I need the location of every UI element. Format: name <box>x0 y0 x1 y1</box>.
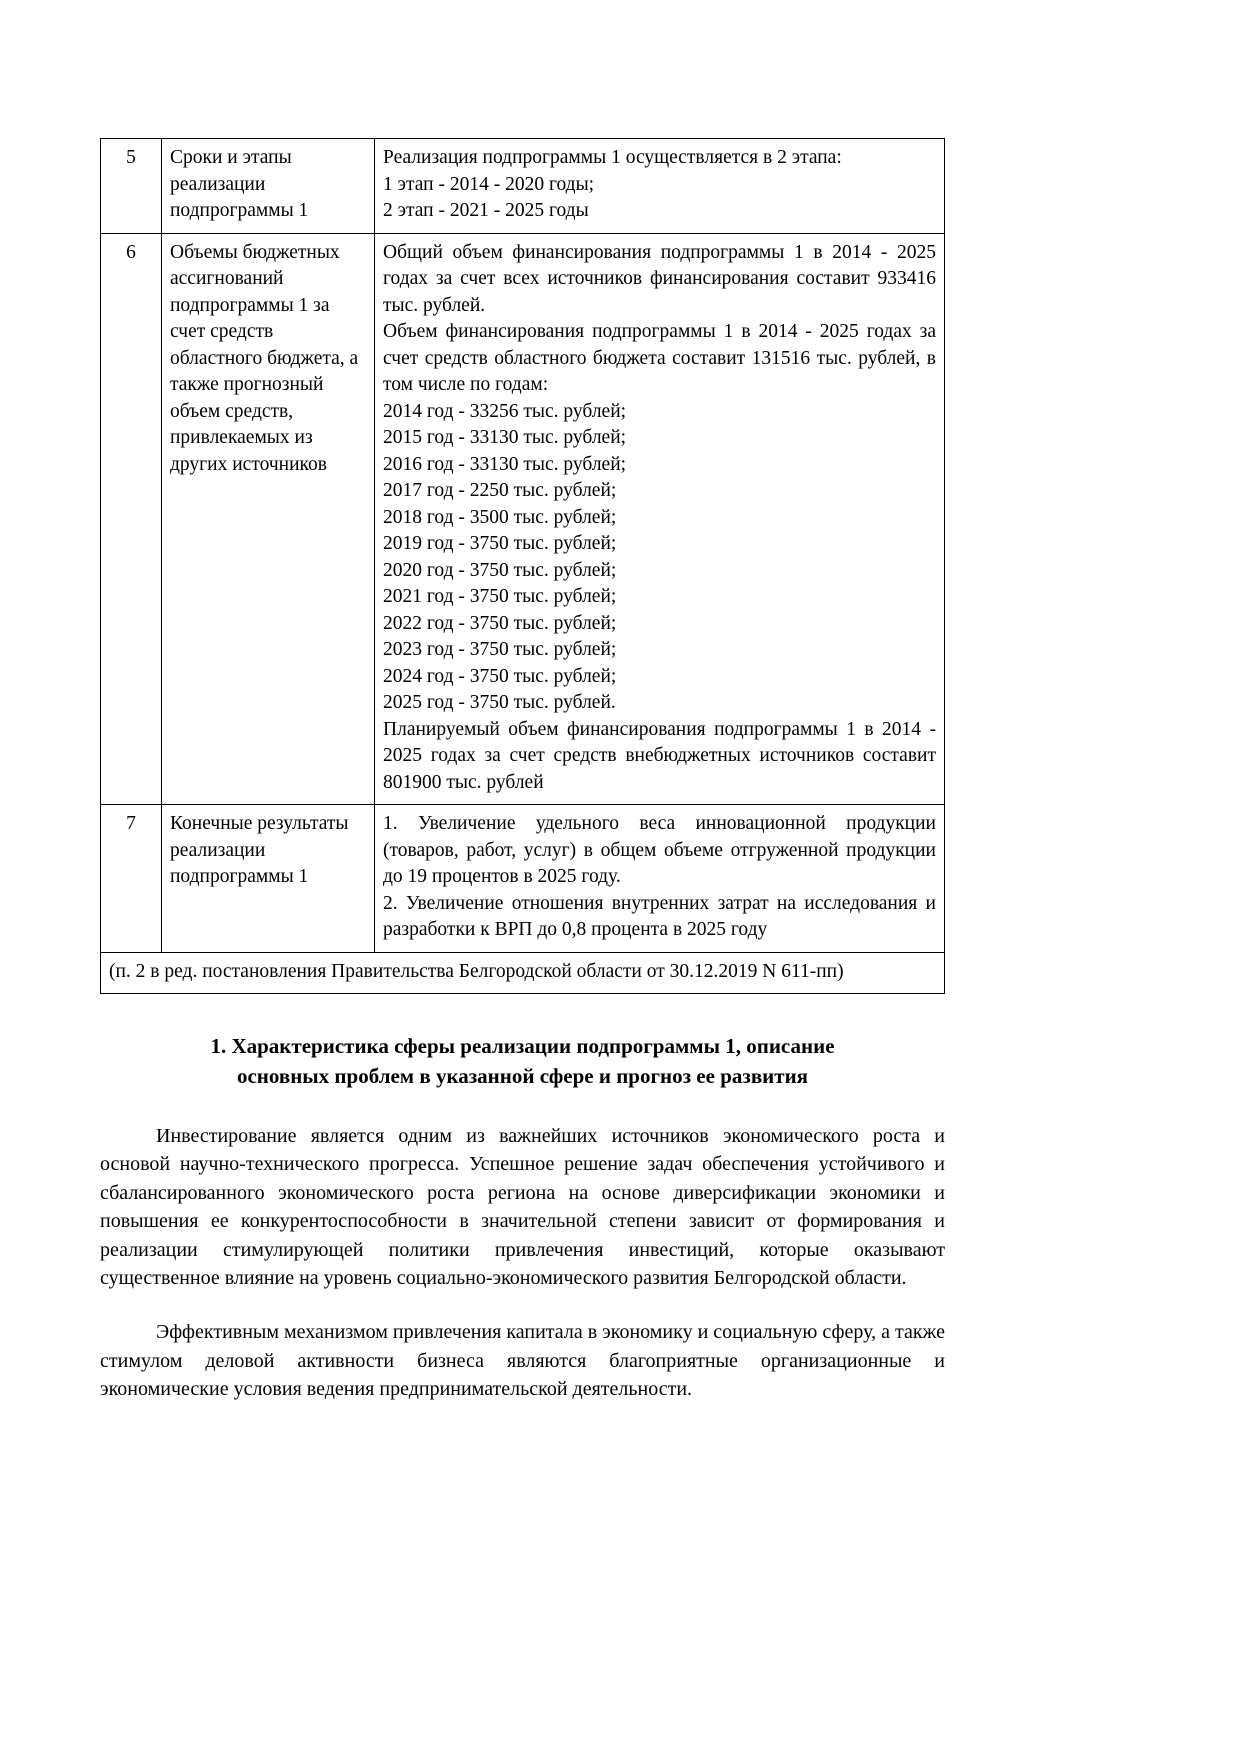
table-body <box>101 139 945 994</box>
section-heading-line-2: основных проблем в указанной сфере и прогноз ее развития <box>236 1064 809 1089</box>
table-row <box>101 805 945 953</box>
value-line: 2022 год - 3750 тыс. рублей; <box>383 612 617 634</box>
row-number-cell: 7 <box>101 805 162 953</box>
value-line: 2014 год - 33256 тыс. рублей; <box>383 400 627 422</box>
row-value-cell <box>375 233 945 805</box>
value-line: 2015 год - 33130 тыс. рублей; <box>383 427 627 449</box>
value-line: 2019 год - 3750 тыс. рублей; <box>383 533 617 555</box>
value-line: 2016 год - 33130 тыс. рублей; <box>383 453 627 475</box>
value-line: 2024 год - 3750 тыс. рублей; <box>383 665 617 687</box>
row-value-cell <box>375 139 945 234</box>
value-line: Общий объем финансирования подпрограммы 1 в 2014 - 2025 годах за счет всех источников финансирования составит 933416 тыс. рублей. <box>383 241 936 316</box>
value-line: 1. Увеличение удельного веса инновационной продукции (товаров, работ, услуг) в общем объеме отгруженной продукции до 19 процентов в 2025 году. <box>383 813 936 888</box>
value-line: 2021 год - 3750 тыс. рублей; <box>383 586 617 608</box>
row-label-cell: Конечные результаты реализации подпрограммы 1 <box>162 805 375 953</box>
section-heading-line-1: 1. Характеристика сферы реализации подпрограммы 1, описание <box>210 1034 835 1059</box>
amendment-note: (п. 2 в ред. постановления Правительства Белгородской области от 30.12.2019 N 611-пп) <box>101 952 945 994</box>
table-footnote-row <box>101 952 945 994</box>
value-line: 1 этап - 2014 - 2020 годы; <box>383 173 595 195</box>
row-value-cell <box>375 805 945 953</box>
row-number-cell: 6 <box>101 233 162 805</box>
table-row <box>101 139 945 234</box>
value-line: 2017 год - 2250 тыс. рублей; <box>383 480 617 502</box>
value-line: 2020 год - 3750 тыс. рублей; <box>383 559 617 581</box>
row-label-cell: Сроки и этапы реализации подпрограммы 1 <box>162 139 375 234</box>
subprogram-spec-table <box>100 138 945 994</box>
page-content <box>100 138 945 1404</box>
row-label-cell: Объемы бюджетных ассигнований подпрограммы 1 за счет средств областного бюджета, а также прогнозный объем средств, привлекаемых из других источников <box>162 233 375 805</box>
value-line: Планируемый объем финансирования подпрограммы 1 в 2014 - 2025 годах за счет средств внебюджетных источников составит 801900 тыс. рублей <box>383 718 936 793</box>
value-line: 2 этап - 2021 - 2025 годы <box>383 200 589 222</box>
value-line: Объем финансирования подпрограммы 1 в 2014 - 2025 годах за счет средств областного бюджета составит 131516 тыс. рублей, в том числе по годам: <box>383 321 936 396</box>
value-line: Реализация подпрограммы 1 осуществляется в 2 этапа: <box>383 147 842 168</box>
section-heading <box>100 1032 945 1092</box>
value-line: 2018 год - 3500 тыс. рублей; <box>383 506 617 528</box>
table-row <box>101 233 945 805</box>
value-line: 2025 год - 3750 тыс. рублей. <box>383 692 616 714</box>
value-line: 2023 год - 3750 тыс. рублей; <box>383 639 617 661</box>
value-line: 2. Увеличение отношения внутренних затрат на исследования и разработки к ВРП до 0,8 процента в 2025 году <box>383 892 936 941</box>
body-paragraph: Эффективным механизмом привлечения капитала в экономику и социальную сферу, а также стимулом деловой активности бизнеса являются благоприятные организационные и экономические условия ведения предпринимательской деятельности. <box>100 1321 945 1401</box>
row-number-cell: 5 <box>101 139 162 234</box>
body-paragraph: Инвестирование является одним из важнейших источников экономического роста и основой научно-технического прогресса. Успешное решение задач обеспечения устойчивого и сбалансированного экономического роста региона на основе диверсификации экономики и повышения ее конкурентоспособности в значительной степени зависит от формирования и реализации стимулирующей политики привлечения инвестиций, которые оказывают существенное влияние на уровень социально-экономического развития Белгородской области. <box>100 1125 945 1290</box>
